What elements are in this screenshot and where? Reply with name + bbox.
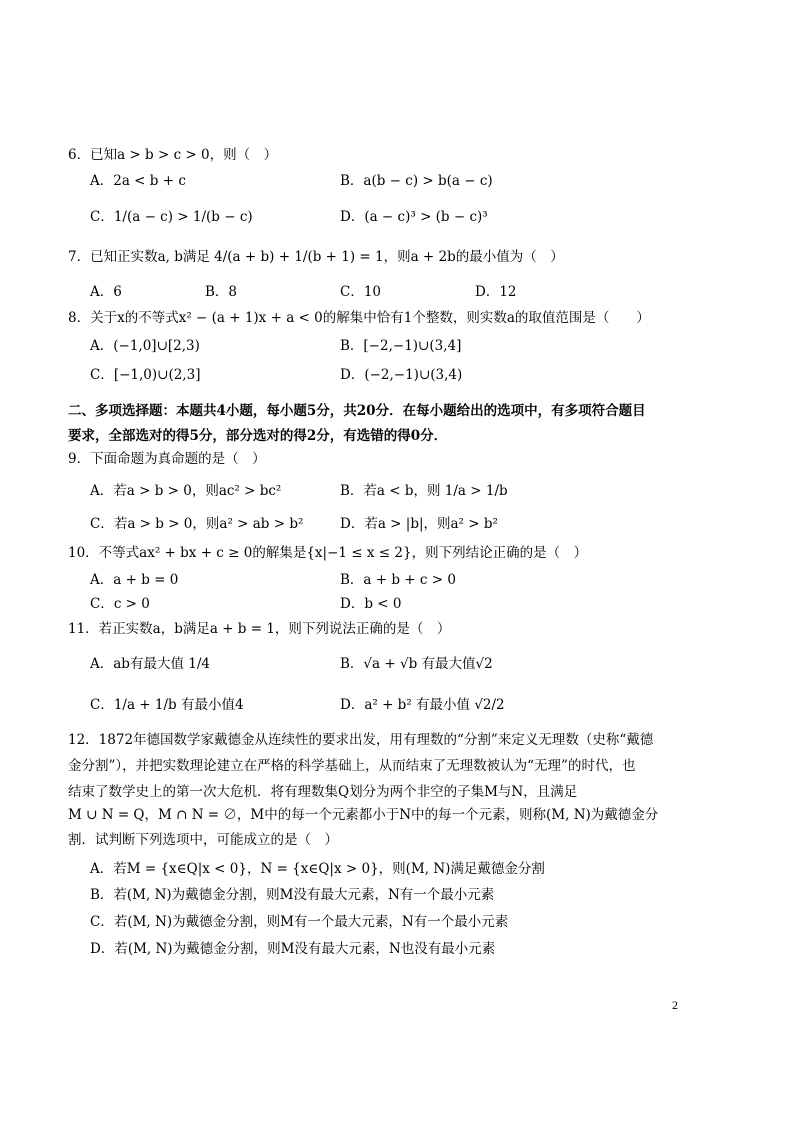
- section-2-heading-line2: 要求，全部选对的得5分，部分选对的得2分，有选错的得0分．: [68, 428, 448, 444]
- question-8-stem: 8．关于x的不等式x² − (a + 1)x + a < 0的解集中恰有1个整数，则实数a的取值范围是（ ）: [68, 310, 650, 326]
- question-8-option-c: C．[−1,0)∪(2,3]: [90, 367, 201, 383]
- question-10-option-b: B．a + b + c > 0: [340, 572, 456, 588]
- question-12-option-c: C．若(M, N)为戴德金分割，则M有一个最大元素，N有一个最小元素: [90, 914, 509, 930]
- question-9-option-b: B．若a < b，则 1/a > 1/b: [340, 483, 508, 499]
- question-9-option-a: A．若a > b > 0，则ac² > bc²: [90, 483, 282, 499]
- question-11-option-d: D．a² + b² 有最小值 √2/2: [340, 697, 505, 713]
- question-12-stem-line3: 结束了数学史上的第一次大危机．将有理数集Q划分为两个非空的子集M与N，且满足: [68, 784, 578, 800]
- question-7-stem: 7．已知正实数a, b满足 4/(a + b) + 1/(b + 1) = 1，则a + 2b的最小值为（ ）: [68, 249, 564, 265]
- question-12-option-d: D．若(M, N)为戴德金分割，则M没有最大元素，N也没有最小元素: [90, 941, 496, 957]
- question-6-option-d: D．(a − c)³ > (b − c)³: [340, 209, 488, 225]
- question-12-stem-line2: 金分割”），并把实数理论建立在严格的科学基础上，从而结束了无理数被认为“无理”的时代，也: [68, 758, 636, 774]
- question-11-stem: 11．若正实数a，b满足a + b = 1，则下列说法正确的是（ ）: [68, 621, 451, 637]
- question-10-option-a: A．a + b = 0: [90, 572, 179, 588]
- question-8-option-b: B．[−2,−1)∪(3,4]: [340, 338, 462, 354]
- question-12-stem-line5: 割．试判断下列选项中，可能成立的是（ ）: [68, 832, 338, 848]
- question-6-option-b: B．a(b − c) > b(a − c): [340, 173, 493, 189]
- question-7-option-d: D．12: [475, 284, 517, 300]
- question-11-option-c: C．1/a + 1/b 有最小值4: [90, 697, 244, 713]
- question-7-option-c: C．10: [340, 284, 382, 300]
- question-8-option-a: A．(−1,0]∪[2,3): [90, 338, 200, 354]
- question-9-option-c: C．若a > b > 0，则a² > ab > b²: [90, 516, 304, 532]
- page-number: 2: [672, 998, 678, 1012]
- question-12-stem-line4: M ∪ N = Q，M ∩ N = ∅，M中的每一个元素都小于N中的每一个元素，则称(M, N)为戴德金分: [68, 807, 659, 823]
- question-10-option-d: D．b < 0: [340, 596, 402, 612]
- question-12-option-a: A．若M = {x∈Q|x < 0}，N = {x∈Q|x > 0}，则(M, N)满足戴德金分割: [90, 861, 545, 877]
- question-9-option-d: D．若a > |b|，则a² > b²: [340, 516, 498, 532]
- question-11-option-a: A．ab有最大值 1/4: [90, 656, 210, 672]
- question-7-option-a: A．6: [90, 284, 122, 300]
- question-12-stem-line1: 12．1872年德国数学家戴德金从连续性的要求出发，用有理数的“分割”来定义无理数（史称“戴德: [68, 732, 654, 748]
- question-10-option-c: C．c > 0: [90, 596, 150, 612]
- section-2-heading-line1: 二、多项选择题：本题共4小题，每小题5分，共20分．在每小题给出的选项中，有多项符合题目: [68, 403, 646, 419]
- question-10-stem: 10．不等式ax² + bx + c ≥ 0的解集是{x|−1 ≤ x ≤ 2}，则下列结论正确的是（ ）: [68, 545, 588, 561]
- question-6-option-c: C．1/(a − c) > 1/(b − c): [90, 209, 253, 225]
- question-6-option-a: A．2a < b + c: [90, 173, 186, 189]
- question-11-option-b: B．√a + √b 有最大值√2: [340, 656, 493, 672]
- question-12-option-b: B．若(M, N)为戴德金分割，则M没有最大元素，N有一个最小元素: [90, 887, 495, 903]
- question-7-option-b: B．8: [205, 284, 238, 300]
- question-8-option-d: D．(−2,−1)∪(3,4): [340, 367, 463, 383]
- question-6-stem: 6．已知a > b > c > 0，则（ ）: [68, 147, 278, 163]
- question-9-stem: 9．下面命题为真命题的是（ ）: [68, 451, 266, 467]
